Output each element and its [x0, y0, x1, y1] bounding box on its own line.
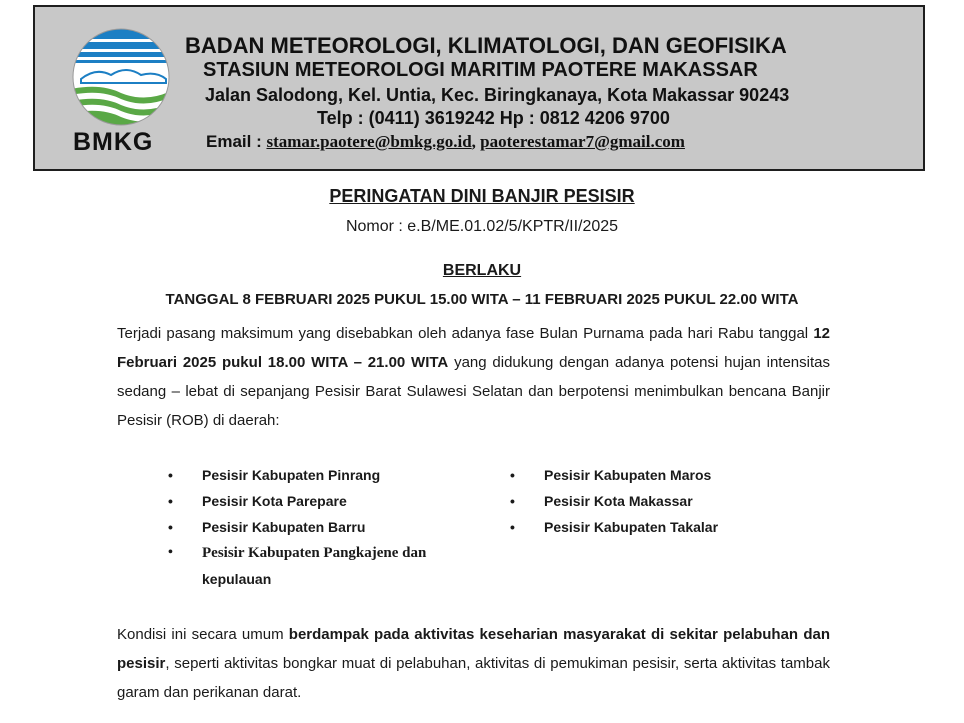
list-item-text-cont: kepulauan [202, 571, 272, 587]
list-item: • Pesisir Kabupaten Pinrang [168, 462, 468, 488]
email-link-1[interactable]: stamar.paotere@bmkg.go.id [266, 132, 472, 151]
email-separator: , [471, 132, 481, 151]
list-item: • Pesisir Kabupaten Takalar [510, 514, 810, 540]
intro-text-bold: 12 Februari 2025 pukul 18.00 WITA – 21.00 WITA [117, 325, 830, 371]
list-item: • Pesisir Kabupaten Maros [510, 462, 810, 488]
doc-number: Nomor : e.B/ME.01.02/5/KPTR/II/2025 [345, 218, 619, 235]
list-item [168, 540, 468, 593]
address: Jalan Salodong, Kel. Untia, Kec. Biringkanaya, Kota Makassar 90243 [205, 85, 790, 105]
impact-text-c: , seperti aktivitas bongkar muat di pelabuhan, aktivitas di pemukiman pesisir, serta aktivitas tambak garam dan perikanan darat. [117, 655, 830, 701]
list-item: • Pesisir Kota Makassar [510, 488, 810, 514]
intro-paragraph [117, 319, 830, 435]
validity-heading: BERLAKU [442, 262, 522, 279]
list-item: • Pesisir Kota Parepare [168, 488, 468, 514]
impact-text-bold: berdampak pada aktivitas keseharian masyarakat di sekitar pelabuhan dan pesisir [117, 626, 830, 672]
letterhead [33, 5, 925, 171]
email-line [206, 132, 685, 152]
list-item-text: Pesisir Kabupaten Pangkajene dan [202, 545, 427, 561]
impact-paragraph [117, 620, 830, 707]
logo-text: BMKG [73, 128, 154, 156]
intro-text-a: Terjadi pasang maksimum yang disebabkan oleh adanya fase Bulan Purnama pada hari Rabu tanggal [117, 325, 814, 342]
validity-dates: TANGGAL 8 FEBRUARI 2025 PUKUL 15.00 WITA – 11 FEBRUARI 2025 PUKUL 22.00 WITA [165, 291, 799, 308]
email-label: Email : [206, 132, 267, 151]
area-list-right [510, 462, 810, 540]
intro-text-c: yang didukung dengan adanya potensi hujan intensitas sedang – lebat di sepanjang Pesisir Barat Sulawesi Selatan dan berpotensi menimbulkan bencana Banjir Pesisir (ROB) di daerah: [117, 354, 830, 429]
station-name: STASIUN METEOROLOGI MARITIM PAOTERE MAKASSAR [203, 59, 758, 81]
email-link-2[interactable]: paoterestamar7@gmail.com [480, 132, 685, 151]
doc-title: PERINGATAN DINI BANJIR PESISIR [329, 186, 635, 206]
impact-text-a: Kondisi ini secara umum [117, 626, 289, 643]
phone: Telp : (0411) 3619242 Hp : 0812 4206 9700 [317, 108, 670, 128]
area-list-left [168, 462, 468, 593]
bmkg-logo-icon [71, 27, 171, 127]
list-item: • Pesisir Kabupaten Barru [168, 514, 468, 540]
agency-name: BADAN METEOROLOGI, KLIMATOLOGI, DAN GEOFISIKA [185, 33, 787, 58]
